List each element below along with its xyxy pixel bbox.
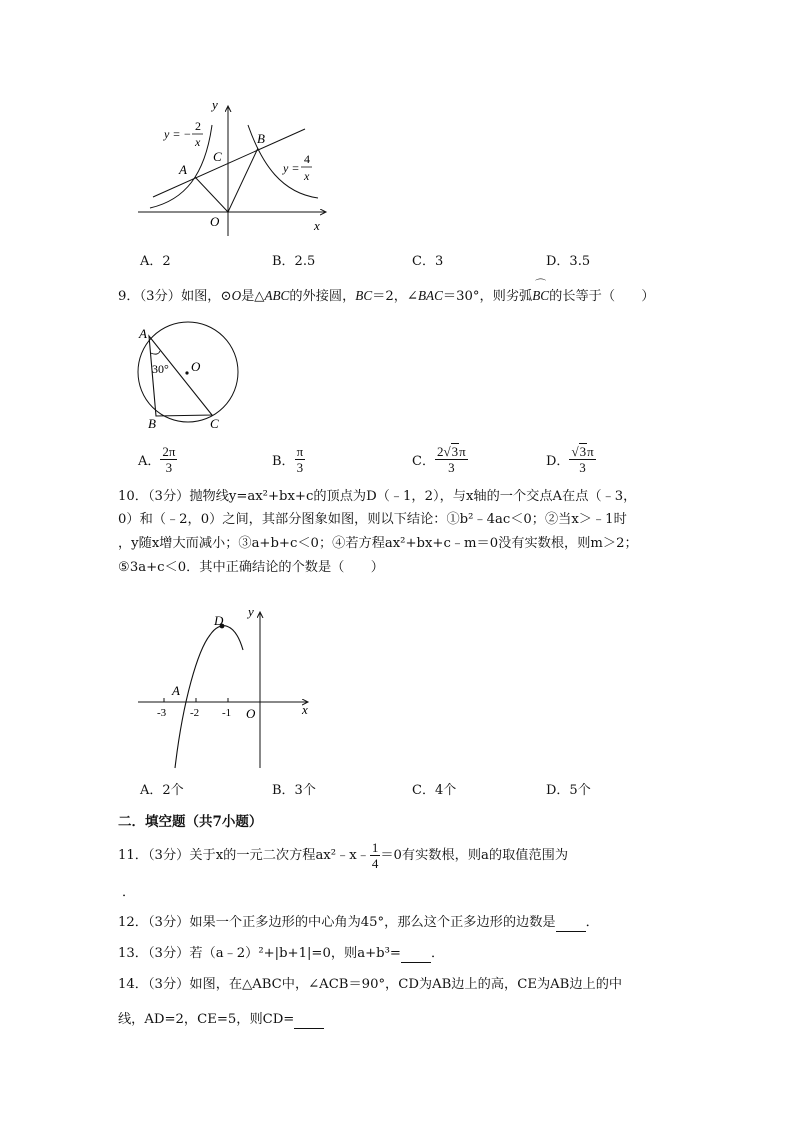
label-c: C [210,416,219,431]
label-d: D [214,613,224,628]
label-b: B [148,416,156,431]
angle-arc [151,351,160,354]
q10-option-b[interactable]: B．3个 [272,783,316,798]
label-x: x [302,702,308,717]
eq-right-num: 4 [304,152,310,166]
tick-label-neg1: -1 [222,707,232,719]
label-o: O [210,214,220,229]
q12-answer-blank[interactable] [556,914,586,932]
label-x: x [314,218,320,233]
eq-right-prefix: y = [283,161,300,175]
eq-left-sign: − [184,127,191,141]
label-o: O [191,359,201,374]
q8-option-d[interactable]: D．3.5 [546,254,591,269]
parabola [175,626,243,768]
q9-stem: 9．（3分）如图，⊙O是△ABC的外接圆，BC＝2，∠BAC＝30°，则劣弧 ⌒ BC的长等于（ ） [118,278,655,304]
q10-line4: ⑤3a+c＜0．其中正确结论的个数是（ ） [118,560,384,575]
q8-option-c[interactable]: C．3 [412,254,444,269]
q10-option-a[interactable]: A．2个 [140,783,184,798]
q12-stem: 12．（3分）如果一个正多边形的中心角为45°，那么这个正多边形的边数是 ． [118,915,599,930]
q8-option-a[interactable]: A．2 [140,254,171,269]
q10-line3: ，y随x增大而减小；③a+b+c＜0；④若方程ax²+bx+c﹣m＝0没有实数根，则m＞2； [118,536,638,551]
section-title: 二．填空题（共7小题） [118,814,263,830]
tick-label-neg3: -3 [157,707,167,719]
eq-left-prefix: y = [164,127,181,141]
q9-option-c[interactable]: C． $\frac{2√3\pi}{3}$ [412,444,466,475]
arc-bc: ⌒ BC [532,278,550,303]
q10-line2: 0）和（﹣2，0）之间，其部分图象如图，则以下结论：①b²﹣4ac＜0；②当x＞﹣1时 [118,512,627,527]
q10-option-d[interactable]: D．5个 [546,783,591,798]
q8-option-b[interactable]: B．2.5 [272,254,316,269]
eq-left-den: x [195,135,201,149]
q9-figure [132,322,247,430]
q9-option-b[interactable]: B． $\frac{\pi}{3}$ [272,444,304,475]
q13-answer-blank[interactable] [401,945,431,963]
center-dot [185,371,188,374]
q10-option-c[interactable]: C．4个 [412,783,457,798]
q8-figure [130,95,340,240]
label-y: y [248,604,254,619]
eq-right-den: x [304,169,310,183]
segment-oa [195,177,228,212]
q10-line1: 10．（3分）抛物线y=ax²+bx+c的顶点为D（﹣1，2），与x轴的一个交点A在点（﹣3， [118,489,637,504]
q14-line2: 线，AD=2，CE=5，则CD= [118,1011,324,1029]
q9-option-a[interactable]: A． $\frac{2\pi}{3}$ [138,444,176,475]
q11-stem: 11．（3分）关于x的一元二次方程ax²﹣x﹣ $\frac{1}{4}$ ＝0有实数根，则a的取值范围为 [118,840,569,871]
q14-answer-blank[interactable] [294,1011,324,1029]
tick-label-neg2: -2 [190,707,200,719]
q11-tail: ． [122,885,136,900]
label-a: A [139,326,147,341]
label-y: y [212,97,218,112]
q14-line1: 14．（3分）如图，在△ABC中，∠ACB＝90°，CD为AB边上的高，CE为AB边上的中 [118,977,623,992]
label-b: B [257,131,265,146]
label-a: A [172,683,180,698]
eq-left-num: 2 [195,119,201,133]
label-a: A [179,162,187,177]
q9-option-d[interactable]: D． $\frac{√3\pi}{3}$ [546,444,594,475]
angle-label: 30° [152,362,169,376]
q13-stem: 13．（3分）若（a﹣2）²+|b+1|=0，则a+b³= ． [118,946,445,961]
label-c: C [213,149,222,164]
q10-figure [132,603,322,773]
label-o: O [246,706,256,721]
segment-ob [228,148,258,212]
triangle-abc [149,336,212,416]
